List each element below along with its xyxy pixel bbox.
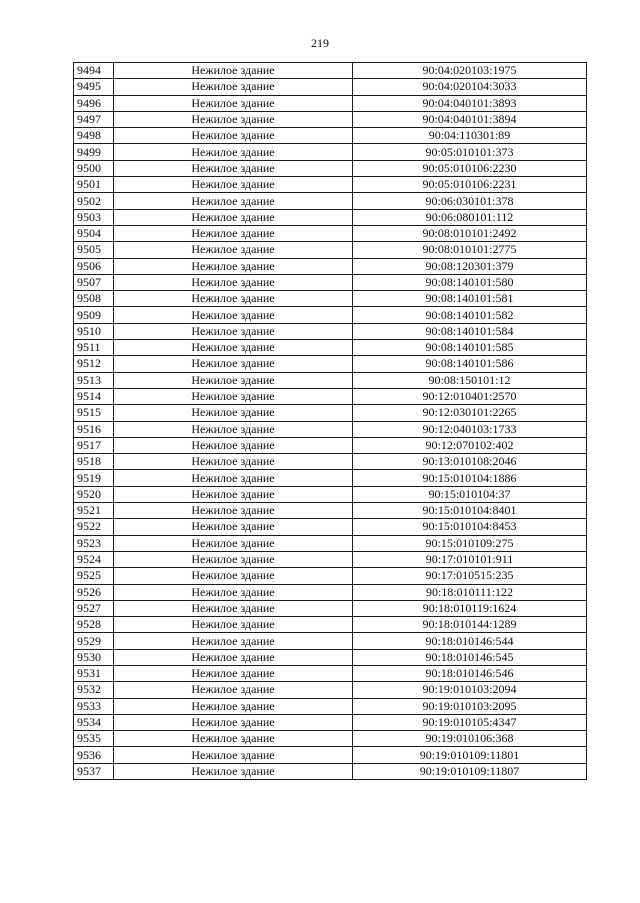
table-row bbox=[74, 470, 587, 486]
cadastral-number-cell: 90:08:010101:2775 bbox=[353, 242, 587, 258]
object-type-cell: Нежилое здание bbox=[114, 437, 353, 453]
cadastral-number-cell: 90:12:010401:2570 bbox=[353, 388, 587, 404]
row-number-cell: 9532 bbox=[74, 682, 114, 698]
row-number-cell: 9529 bbox=[74, 633, 114, 649]
cadastral-number-cell: 90:12:070102:402 bbox=[353, 437, 587, 453]
table-row bbox=[74, 111, 587, 127]
table-row bbox=[74, 340, 587, 356]
object-type-cell: Нежилое здание bbox=[114, 649, 353, 665]
object-type-cell: Нежилое здание bbox=[114, 617, 353, 633]
table-row bbox=[74, 405, 587, 421]
table-row bbox=[74, 617, 587, 633]
table-row bbox=[74, 568, 587, 584]
cadastral-number-cell: 90:04:110301:89 bbox=[353, 128, 587, 144]
row-number-cell: 9507 bbox=[74, 274, 114, 290]
row-number-cell: 9494 bbox=[74, 63, 114, 79]
table-row bbox=[74, 388, 587, 404]
row-number-cell: 9518 bbox=[74, 454, 114, 470]
row-number-cell: 9520 bbox=[74, 486, 114, 502]
row-number-cell: 9506 bbox=[74, 258, 114, 274]
row-number-cell: 9535 bbox=[74, 731, 114, 747]
row-number-cell: 9509 bbox=[74, 307, 114, 323]
row-number-cell: 9495 bbox=[74, 79, 114, 95]
cadastral-number-cell: 90:17:010515:235 bbox=[353, 568, 587, 584]
row-number-cell: 9527 bbox=[74, 600, 114, 616]
cadastral-number-cell: 90:17:010101:911 bbox=[353, 551, 587, 567]
object-type-cell: Нежилое здание bbox=[114, 503, 353, 519]
object-type-cell: Нежилое здание bbox=[114, 747, 353, 763]
row-number-cell: 9530 bbox=[74, 649, 114, 665]
row-number-cell: 9502 bbox=[74, 193, 114, 209]
object-type-cell: Нежилое здание bbox=[114, 274, 353, 290]
table-row bbox=[74, 584, 587, 600]
table-row bbox=[74, 225, 587, 241]
row-number-cell: 9516 bbox=[74, 421, 114, 437]
table-row bbox=[74, 421, 587, 437]
table-row bbox=[74, 665, 587, 681]
object-type-cell: Нежилое здание bbox=[114, 63, 353, 79]
cadastral-number-cell: 90:08:120301:379 bbox=[353, 258, 587, 274]
row-number-cell: 9524 bbox=[74, 551, 114, 567]
cadastral-number-cell: 90:15:010104:8453 bbox=[353, 519, 587, 535]
cadastral-number-cell: 90:18:010111:122 bbox=[353, 584, 587, 600]
cadastral-number-cell: 90:08:150101:12 bbox=[353, 372, 587, 388]
row-number-cell: 9537 bbox=[74, 763, 114, 779]
object-type-cell: Нежилое здание bbox=[114, 111, 353, 127]
cadastral-number-cell: 90:08:140101:584 bbox=[353, 323, 587, 339]
cadastral-number-cell: 90:08:140101:585 bbox=[353, 340, 587, 356]
object-type-cell: Нежилое здание bbox=[114, 682, 353, 698]
row-number-cell: 9498 bbox=[74, 128, 114, 144]
object-type-cell: Нежилое здание bbox=[114, 600, 353, 616]
row-number-cell: 9522 bbox=[74, 519, 114, 535]
page-number: 219 bbox=[311, 36, 329, 50]
object-type-cell: Нежилое здание bbox=[114, 763, 353, 779]
table-row bbox=[74, 600, 587, 616]
table-row bbox=[74, 209, 587, 225]
object-type-cell: Нежилое здание bbox=[114, 144, 353, 160]
table-row bbox=[74, 274, 587, 290]
object-type-cell: Нежилое здание bbox=[114, 519, 353, 535]
table-row bbox=[74, 144, 587, 160]
object-type-cell: Нежилое здание bbox=[114, 405, 353, 421]
cadastral-number-cell: 90:04:020104:3033 bbox=[353, 79, 587, 95]
object-type-cell: Нежилое здание bbox=[114, 698, 353, 714]
cadastral-number-cell: 90:05:010101:373 bbox=[353, 144, 587, 160]
cadastral-number-cell: 90:19:010106:368 bbox=[353, 731, 587, 747]
table-row bbox=[74, 763, 587, 779]
table-row bbox=[74, 307, 587, 323]
cadastral-number-cell: 90:15:010104:8401 bbox=[353, 503, 587, 519]
table-row bbox=[74, 714, 587, 730]
row-number-cell: 9503 bbox=[74, 209, 114, 225]
object-type-cell: Нежилое здание bbox=[114, 421, 353, 437]
cadastral-number-cell: 90:15:010109:275 bbox=[353, 535, 587, 551]
table-row bbox=[74, 128, 587, 144]
row-number-cell: 9500 bbox=[74, 160, 114, 176]
row-number-cell: 9511 bbox=[74, 340, 114, 356]
object-type-cell: Нежилое здание bbox=[114, 714, 353, 730]
registry-table bbox=[73, 62, 587, 780]
row-number-cell: 9512 bbox=[74, 356, 114, 372]
cadastral-number-cell: 90:08:140101:581 bbox=[353, 291, 587, 307]
object-type-cell: Нежилое здание bbox=[114, 535, 353, 551]
table-row bbox=[74, 79, 587, 95]
row-number-cell: 9510 bbox=[74, 323, 114, 339]
cadastral-number-cell: 90:06:030101:378 bbox=[353, 193, 587, 209]
table-row bbox=[74, 682, 587, 698]
table-row bbox=[74, 323, 587, 339]
row-number-cell: 9499 bbox=[74, 144, 114, 160]
table-row bbox=[74, 160, 587, 176]
row-number-cell: 9534 bbox=[74, 714, 114, 730]
object-type-cell: Нежилое здание bbox=[114, 128, 353, 144]
row-number-cell: 9525 bbox=[74, 568, 114, 584]
cadastral-number-cell: 90:15:010104:1886 bbox=[353, 470, 587, 486]
object-type-cell: Нежилое здание bbox=[114, 551, 353, 567]
cadastral-number-cell: 90:18:010144:1289 bbox=[353, 617, 587, 633]
row-number-cell: 9528 bbox=[74, 617, 114, 633]
object-type-cell: Нежилое здание bbox=[114, 177, 353, 193]
table-row bbox=[74, 551, 587, 567]
object-type-cell: Нежилое здание bbox=[114, 454, 353, 470]
table-row bbox=[74, 193, 587, 209]
table-row bbox=[74, 747, 587, 763]
object-type-cell: Нежилое здание bbox=[114, 372, 353, 388]
table-row bbox=[74, 486, 587, 502]
cadastral-number-cell: 90:04:020103:1975 bbox=[353, 63, 587, 79]
table-row bbox=[74, 535, 587, 551]
row-number-cell: 9496 bbox=[74, 95, 114, 111]
cadastral-number-cell: 90:19:010109:11807 bbox=[353, 763, 587, 779]
cadastral-number-cell: 90:12:040103:1733 bbox=[353, 421, 587, 437]
row-number-cell: 9508 bbox=[74, 291, 114, 307]
object-type-cell: Нежилое здание bbox=[114, 731, 353, 747]
table-row bbox=[74, 698, 587, 714]
object-type-cell: Нежилое здание bbox=[114, 584, 353, 600]
cadastral-number-cell: 90:05:010106:2230 bbox=[353, 160, 587, 176]
table-row bbox=[74, 731, 587, 747]
row-number-cell: 9514 bbox=[74, 388, 114, 404]
table-row bbox=[74, 356, 587, 372]
row-number-cell: 9504 bbox=[74, 225, 114, 241]
object-type-cell: Нежилое здание bbox=[114, 568, 353, 584]
object-type-cell: Нежилое здание bbox=[114, 242, 353, 258]
cadastral-number-cell: 90:19:010105:4347 bbox=[353, 714, 587, 730]
cadastral-number-cell: 90:18:010146:546 bbox=[353, 665, 587, 681]
table-row bbox=[74, 242, 587, 258]
object-type-cell: Нежилое здание bbox=[114, 291, 353, 307]
table-row bbox=[74, 503, 587, 519]
object-type-cell: Нежилое здание bbox=[114, 388, 353, 404]
object-type-cell: Нежилое здание bbox=[114, 356, 353, 372]
row-number-cell: 9521 bbox=[74, 503, 114, 519]
cadastral-number-cell: 90:19:010103:2095 bbox=[353, 698, 587, 714]
cadastral-number-cell: 90:08:140101:580 bbox=[353, 274, 587, 290]
row-number-cell: 9523 bbox=[74, 535, 114, 551]
table-row bbox=[74, 454, 587, 470]
cadastral-number-cell: 90:06:080101:112 bbox=[353, 209, 587, 225]
table-row bbox=[74, 519, 587, 535]
cadastral-number-cell: 90:19:010109:11801 bbox=[353, 747, 587, 763]
registry-table-body bbox=[74, 63, 587, 780]
table-row bbox=[74, 63, 587, 79]
table-row bbox=[74, 372, 587, 388]
row-number-cell: 9513 bbox=[74, 372, 114, 388]
object-type-cell: Нежилое здание bbox=[114, 79, 353, 95]
object-type-cell: Нежилое здание bbox=[114, 470, 353, 486]
cadastral-number-cell: 90:19:010103:2094 bbox=[353, 682, 587, 698]
cadastral-number-cell: 90:15:010104:37 bbox=[353, 486, 587, 502]
row-number-cell: 9515 bbox=[74, 405, 114, 421]
row-number-cell: 9526 bbox=[74, 584, 114, 600]
cadastral-number-cell: 90:08:140101:586 bbox=[353, 356, 587, 372]
object-type-cell: Нежилое здание bbox=[114, 323, 353, 339]
object-type-cell: Нежилое здание bbox=[114, 258, 353, 274]
object-type-cell: Нежилое здание bbox=[114, 665, 353, 681]
table-row bbox=[74, 177, 587, 193]
table-row bbox=[74, 258, 587, 274]
cadastral-number-cell: 90:18:010146:544 bbox=[353, 633, 587, 649]
cadastral-number-cell: 90:18:010119:1624 bbox=[353, 600, 587, 616]
cadastral-number-cell: 90:05:010106:2231 bbox=[353, 177, 587, 193]
table-row bbox=[74, 291, 587, 307]
object-type-cell: Нежилое здание bbox=[114, 193, 353, 209]
table-row bbox=[74, 633, 587, 649]
cadastral-number-cell: 90:12:030101:2265 bbox=[353, 405, 587, 421]
row-number-cell: 9517 bbox=[74, 437, 114, 453]
row-number-cell: 9497 bbox=[74, 111, 114, 127]
object-type-cell: Нежилое здание bbox=[114, 633, 353, 649]
object-type-cell: Нежилое здание bbox=[114, 307, 353, 323]
row-number-cell: 9533 bbox=[74, 698, 114, 714]
cadastral-number-cell: 90:18:010146:545 bbox=[353, 649, 587, 665]
object-type-cell: Нежилое здание bbox=[114, 95, 353, 111]
object-type-cell: Нежилое здание bbox=[114, 225, 353, 241]
cadastral-number-cell: 90:08:010101:2492 bbox=[353, 225, 587, 241]
object-type-cell: Нежилое здание bbox=[114, 160, 353, 176]
cadastral-number-cell: 90:04:040101:3893 bbox=[353, 95, 587, 111]
row-number-cell: 9519 bbox=[74, 470, 114, 486]
object-type-cell: Нежилое здание bbox=[114, 209, 353, 225]
row-number-cell: 9531 bbox=[74, 665, 114, 681]
table-row bbox=[74, 649, 587, 665]
table-row bbox=[74, 95, 587, 111]
object-type-cell: Нежилое здание bbox=[114, 340, 353, 356]
row-number-cell: 9536 bbox=[74, 747, 114, 763]
table-row bbox=[74, 437, 587, 453]
cadastral-number-cell: 90:08:140101:582 bbox=[353, 307, 587, 323]
object-type-cell: Нежилое здание bbox=[114, 486, 353, 502]
row-number-cell: 9501 bbox=[74, 177, 114, 193]
cadastral-number-cell: 90:13:010108:2046 bbox=[353, 454, 587, 470]
row-number-cell: 9505 bbox=[74, 242, 114, 258]
cadastral-number-cell: 90:04:040101:3894 bbox=[353, 111, 587, 127]
